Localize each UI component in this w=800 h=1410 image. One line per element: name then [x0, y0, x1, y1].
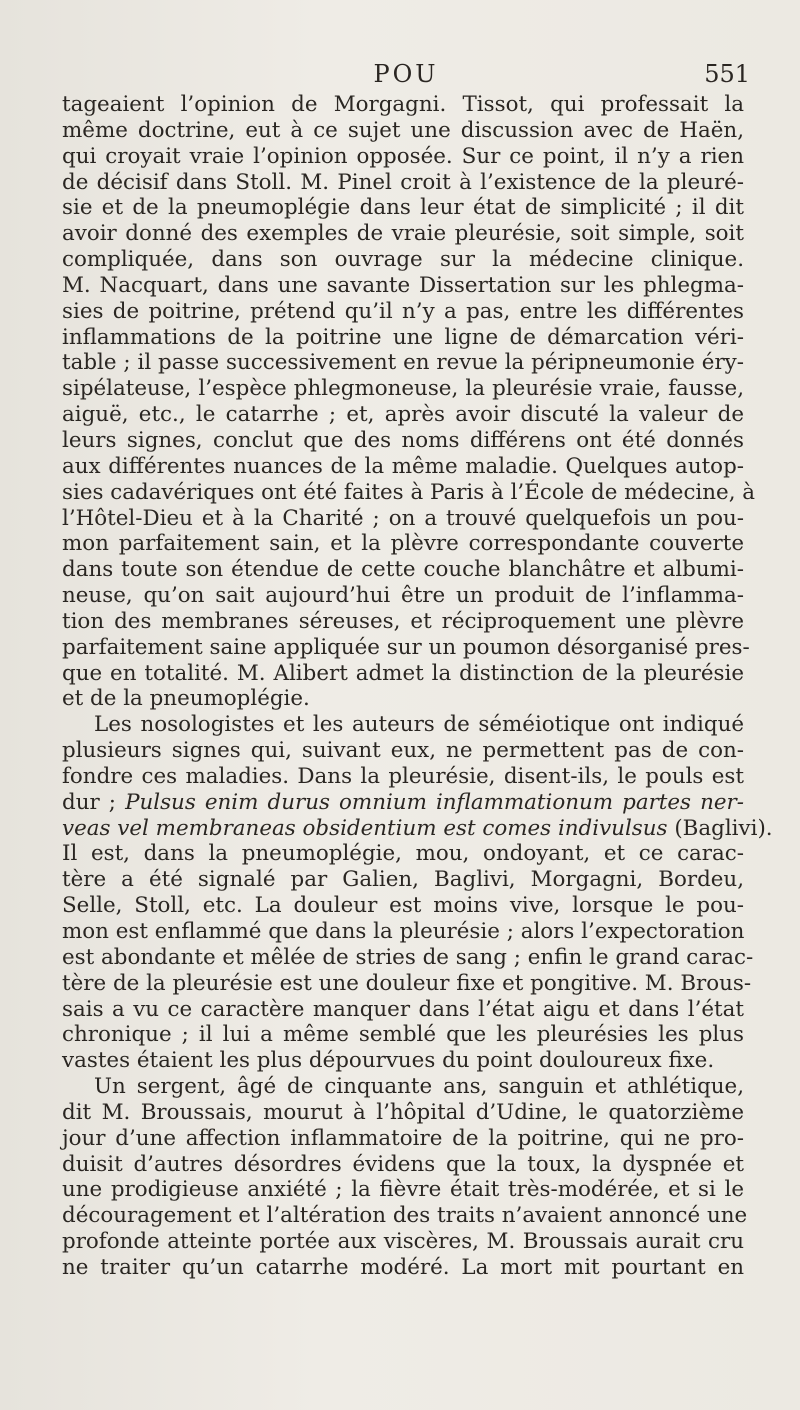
text-line: inflammations de la poitrine une ligne de démarcation véri-	[62, 324, 744, 350]
text-line: avoir donné des exemples de vraie pleurésie, soit simple, soit	[62, 221, 744, 247]
running-title: POU	[373, 60, 439, 88]
text-line: M. Nacquart, dans une savante Dissertation sur les phlegma-	[62, 272, 744, 298]
text-line: même doctrine, eut à ce sujet une discussion avec de Haën,	[62, 117, 744, 143]
text-line: dit M. Broussais, mourut à l’hôpital d’Udine, le quatorzième	[62, 1099, 744, 1125]
text-line: sie et de la pneumoplégie dans leur état de simplicité ; il dit	[62, 195, 744, 221]
text-line: qui croyait vraie l’opinion opposée. Sur ce point, il n’y a rien	[62, 143, 744, 169]
text-line: table ; il passe successivement en revue la péripneumonie éry-	[62, 350, 744, 376]
citation: (Baglivi).	[667, 815, 773, 841]
latin-quote: veas vel membraneas obsidentium est comes indivulsus	[62, 815, 668, 841]
text-line: Les nosologistes et les auteurs de séméiotique ont indiqué	[94, 712, 744, 738]
text-line: profonde atteinte portée aux viscères, M. Broussais aurait cru	[62, 1229, 744, 1255]
latin-quote: Pulsus enim durus omnium inflammationum partes ner-	[125, 789, 744, 815]
text-line: mon parfaitement sain, et la plèvre correspondante couverte	[62, 531, 744, 557]
text-line: tageaient l’opinion de Morgagni. Tissot, qui professait la	[62, 92, 744, 117]
text-line: découragement et l’altération des traits n’avaient annoncé une	[62, 1203, 748, 1229]
text-line: fondre ces maladies. Dans la pleurésie, disent-ils, le pouls est	[62, 763, 744, 789]
text-line: l’Hôtel-Dieu et à la Charité ; on a trouvé quelquefois un pou-	[62, 505, 744, 531]
text-line: Selle, Stoll, etc. La douleur est moins vive, lorsque le pou-	[62, 893, 744, 919]
text-line: plusieurs signes qui, suivant eux, ne permettent pas de con-	[62, 738, 744, 764]
text-line: aiguë, etc., le catarrhe ; et, après avoir discuté la valeur de	[62, 402, 744, 428]
text-line: de décisif dans Stoll. M. Pinel croit à l’existence de la pleuré-	[62, 169, 744, 195]
text-line: tère de la pleurésie est une douleur fixe et pongitive. M. Brous-	[62, 970, 752, 996]
text-line: sies cadavériques ont été faites à Paris à l’École de médecine, à	[62, 479, 756, 505]
text-line: et de la pneumoplégie.	[62, 686, 310, 712]
text-line: parfaitement saine appliquée sur un poumon désorganisé pres-	[62, 634, 750, 660]
text-line: ne traiter qu’un catarrhe modéré. La mort mit pourtant en	[62, 1254, 744, 1280]
text-line: leurs signes, conclut que des noms différens ont été donnés	[62, 427, 744, 453]
text-line-mixed	[62, 815, 773, 842]
text-line: chronique ; il lui a même semblé que les pleurésies les plus	[62, 1022, 744, 1048]
running-head	[62, 60, 750, 90]
text-line: dans toute son étendue de cette couche blanchâtre et albumi-	[62, 557, 744, 583]
text-line: tion des membranes séreuses, et réciproquement une plèvre	[62, 608, 744, 634]
text-line: aux différentes nuances de la même maladie. Quelques autop-	[62, 453, 744, 479]
text-line: mon est enflammé que dans la pleurésie ; alors l’expectoration	[62, 919, 745, 944]
text-line: que en totalité. M. Alibert admet la distinction de la pleurésie	[62, 660, 744, 686]
text-line: sipélateuse, l’espèce phlegmoneuse, la pleurésie vraie, fausse,	[62, 376, 744, 402]
text-line: est abondante et mêlée de stries de sang ; enfin le grand carac-	[62, 944, 754, 970]
text-line-mixed	[62, 790, 744, 816]
body-text	[62, 92, 773, 1281]
text-line: une prodigieuse anxiété ; la fièvre était très-modérée, et si le	[62, 1177, 744, 1203]
text-fragment: dur ;	[62, 789, 126, 815]
text-line: Il est, dans la pneumoplégie, mou, ondoyant, et ce carac-	[62, 841, 744, 867]
text-line: tère a été signalé par Galien, Baglivi, Morgagni, Bordeu,	[62, 867, 744, 893]
text-line: vastes étaient les plus dépourvues du point douloureux fixe.	[62, 1048, 715, 1074]
text-line: Un sergent, âgé de cinquante ans, sanguin et athlétique,	[94, 1074, 744, 1100]
text-line: compliquée, dans son ouvrage sur la médecine clinique.	[62, 247, 744, 273]
page-number: 551	[704, 60, 750, 88]
text-line: sies de poitrine, prétend qu’il n’y a pas, entre les différentes	[62, 298, 744, 324]
text-line: jour d’une affection inflammatoire de la poitrine, qui ne pro-	[62, 1125, 744, 1151]
text-line: sais a vu ce caractère manquer dans l’état aigu et dans l’état	[62, 996, 744, 1022]
text-line: neuse, qu’on sait aujourd’hui être un produit de l’inflamma-	[62, 583, 744, 609]
text-line: duisit d’autres désordres évidens que la toux, la dyspnée et	[62, 1151, 744, 1177]
